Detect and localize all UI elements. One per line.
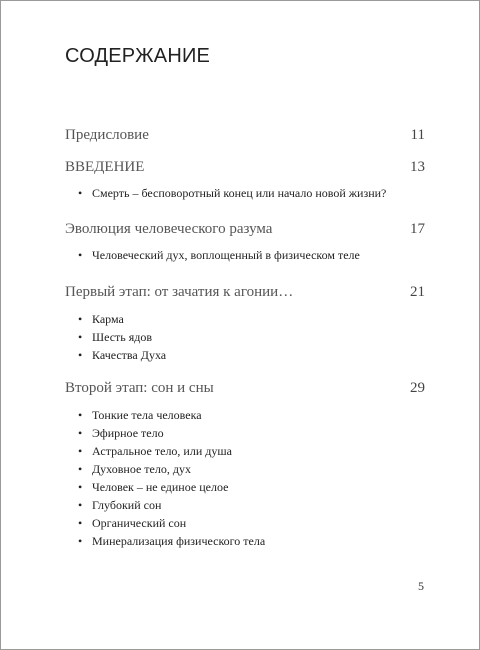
toc-subitem[interactable] (65, 532, 425, 550)
toc-section-title: Первый этап: от зачатия к агонии… (65, 284, 294, 300)
toc-subitem-label: Тонкие тела человека (92, 408, 202, 422)
toc-subitem[interactable] (65, 442, 425, 460)
toc-section-title: Второй этап: сон и сны (65, 380, 214, 396)
toc-section-page: 13 (410, 159, 425, 175)
toc-section-title: Предисловие (65, 127, 149, 143)
bullet-icon: • (78, 248, 83, 262)
toc-section-header[interactable] (65, 125, 425, 145)
toc-subitem[interactable] (65, 184, 425, 202)
toc-section-page: 17 (410, 221, 425, 237)
toc-subitems (65, 406, 425, 550)
toc-subitem-label: Глубокий сон (92, 498, 162, 512)
toc-subitem[interactable] (65, 478, 425, 496)
bullet-icon: • (78, 498, 83, 512)
toc-section-page: 21 (410, 284, 425, 300)
bullet-icon: • (78, 534, 83, 548)
toc-subitems (65, 184, 425, 202)
toc-subitem-label: Шесть ядов (92, 330, 153, 344)
bullet-icon: • (78, 408, 83, 422)
bullet-icon: • (78, 348, 83, 362)
toc-subitem-label: Качества Духа (92, 348, 167, 362)
toc-subitem[interactable] (65, 514, 425, 532)
toc-subitem[interactable] (65, 246, 425, 264)
toc-subitem-label: Минерализация физического тела (92, 534, 266, 548)
toc-subitem-label: Смерть – бесповоротный конец или начало новой жизни? (92, 186, 387, 200)
bullet-icon: • (78, 480, 83, 494)
toc-section-header[interactable] (65, 378, 425, 398)
toc-section-header[interactable] (65, 157, 425, 177)
toc-section-header[interactable] (65, 282, 425, 302)
toc-subitems (65, 246, 425, 264)
toc-subitem-label: Духовное тело, дух (92, 462, 191, 476)
bullet-icon: • (78, 516, 83, 530)
page-number: 5 (418, 579, 424, 593)
toc-section-evolution (65, 219, 425, 264)
toc-subitem-label: Органический сон (92, 516, 187, 530)
toc-subitem[interactable] (65, 496, 425, 514)
toc-section-first-stage (65, 282, 425, 364)
toc-title: СОДЕРЖАНИЕ (65, 45, 211, 67)
toc-section-second-stage (65, 378, 425, 550)
toc-subitem[interactable] (65, 406, 425, 424)
toc-subitem-label: Астральное тело, или душа (92, 444, 232, 458)
bullet-icon: • (78, 330, 83, 344)
toc-subitem[interactable] (65, 424, 425, 442)
toc-section-header[interactable] (65, 219, 425, 239)
toc-section-preface (65, 125, 425, 145)
toc-subitem-label: Карма (92, 312, 124, 326)
toc-subitem-label: Человеческий дух, воплощенный в физическом теле (92, 248, 360, 262)
toc-subitems (65, 310, 425, 364)
bullet-icon: • (78, 186, 83, 200)
toc-section-title: Эволюция человеческого разума (65, 221, 273, 237)
bullet-icon: • (78, 462, 83, 476)
toc-subitem[interactable] (65, 328, 425, 346)
bullet-icon: • (78, 444, 83, 458)
toc-subitem-label: Эфирное тело (92, 426, 164, 440)
toc-subitem[interactable] (65, 310, 425, 328)
toc-subitem[interactable] (65, 346, 425, 364)
toc-subitem-label: Человек – не единое целое (92, 480, 229, 494)
toc-subitem[interactable] (65, 460, 425, 478)
toc-section-page: 11 (410, 127, 425, 143)
toc-section-introduction (65, 157, 425, 202)
toc-section-title: ВВЕДЕНИЕ (65, 159, 145, 175)
bullet-icon: • (78, 312, 83, 326)
toc-section-page: 29 (410, 380, 425, 396)
bullet-icon: • (78, 426, 83, 440)
